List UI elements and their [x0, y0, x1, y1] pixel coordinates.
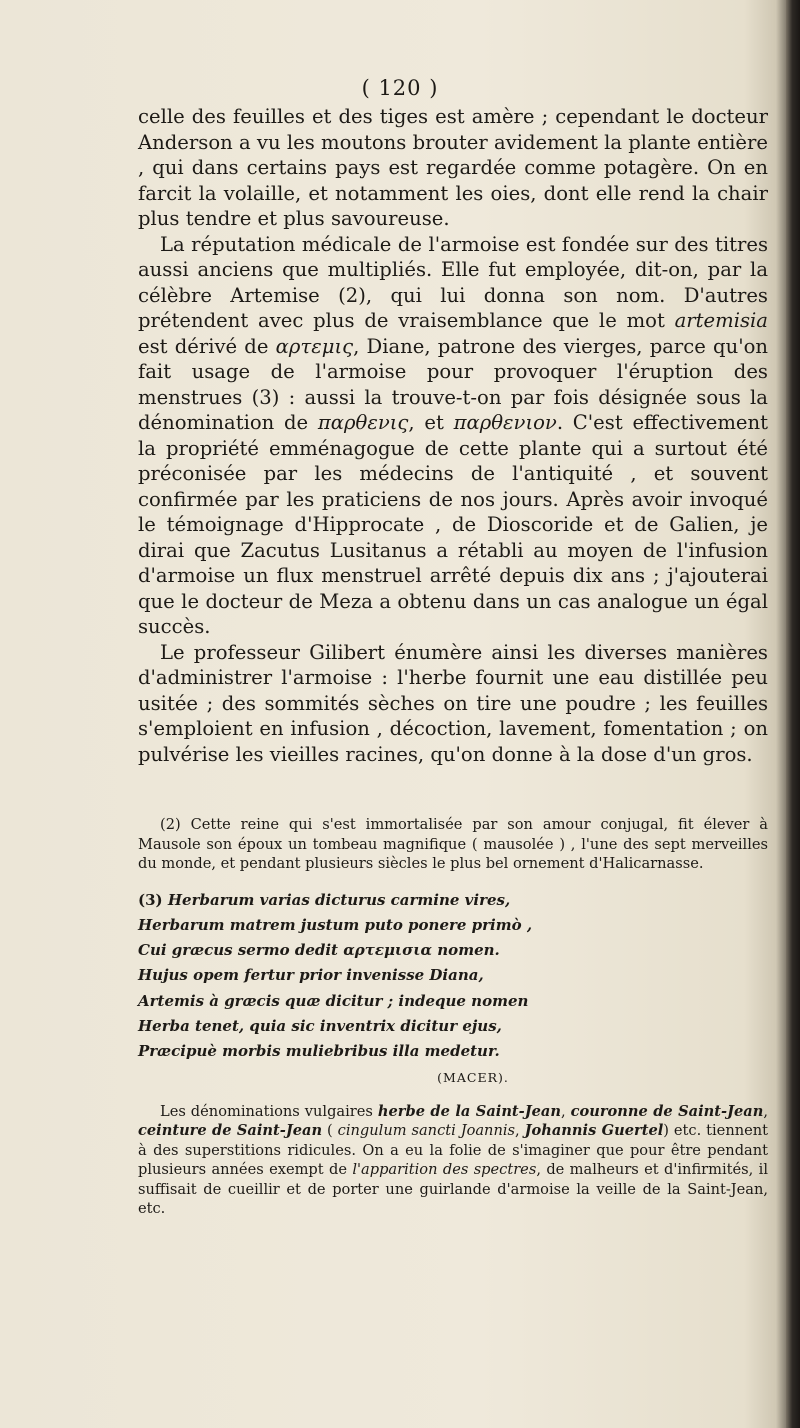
term-couronne-saint-jean: couronne de Saint-Jean [570, 1102, 764, 1120]
paragraph-2 [138, 232, 768, 640]
main-text [138, 104, 768, 767]
greek-term-parthenis: παρθενις [317, 411, 409, 434]
paragraph-2-part-3: , Diane, patrone des vierges, parce qu'on fait usage de l'armoise pour provoquer l'éruption des menstrues (3) : aussi la trouve-t-on par fois désignée sous la dénomination de [138, 334, 768, 434]
term-ceinture-saint-jean: ceinture de Saint-Jean [138, 1122, 323, 1140]
term-cingulum: cingulum sancti Joannis [337, 1122, 516, 1140]
greek-term-artemisia: αρτεμισια [343, 941, 433, 960]
paragraph-2-part-4: , et [408, 411, 444, 434]
verse-line-5: Artemis à græcis quæ dicitur ; indeque nomen [138, 991, 529, 1010]
term-johannis-guertel: Johannis Guertel [524, 1122, 664, 1140]
greek-term-artemis: αρτεμις [275, 334, 354, 358]
paragraph-2-part-5: . C'est effectivement la propriété emménagogue de cette plante qui a surtout été préconisée par les médecins de l'antiquité , et souvent confirmée par les praticiens de nos jours. Après avoir invoqué le témoignage d'Hipprocate , de Dioscoride et de Galien, je dirai que Zacutus Lusitanus a rétabli au moyen de l'infusion d'armoise un flux menstruel arrêté depuis dix ans ; j'ajouterai que le docteur de Meza a obtenu dans un cas analogue un égal succès. [138, 411, 769, 638]
footnote-final: Les dénominations vulgaires herbe de la Saint-Jean, couronne de Saint-Jean, ceinture de Saint-Jean ( cingulum sancti Joannis, Johannis Guertel) etc. tiennent à des superstitions ridicules. On a eu la folie de s'imaginer que pour être pendant plusieurs années exempt de l'apparition des spectres, de malheurs et d'infirmités, il suffisait de cueillir et de porter une guirlande d'armoise la veille de la Saint-Jean, etc. [138, 1102, 769, 1218]
greek-term-parthenion: παρθενιον [453, 411, 557, 434]
verse-line-6: Herba tenet, quia sic inventrix dicitur ejus, [138, 1016, 502, 1035]
verse-line-1: (3) Herbarum varias dicturus carmine vires, [138, 890, 511, 909]
footnotes [138, 815, 768, 1233]
paragraph-3: Le professeur Gilibert énumère ainsi les diverses manières d'administrer l'armoise : l'herbe fournit une eau distillée peu usitée ; des sommités sèches on tire une poudre ; les feuilles s'emploient en infusion , décoction, lavement, fomentation ; on pulvérise les vieilles racines, qu'on donne à la dose d'un gros. [138, 640, 768, 766]
footnote-3-label: (3) [138, 890, 163, 909]
latin-term-artemisia: artemisia [674, 309, 768, 332]
verse-line-3: Cui græcus sermo dedit αρτεμισια nomen. [138, 941, 500, 960]
paragraph-2-part-1: La réputation médicale de l'armoise est fondée sur des titres aussi anciens que multipliés. Elle fut employée, dit-on, par la célèbre Artemise (2), qui lui donna son nom. D'autres prétendent avec plus de vraisemblance que le mot [138, 232, 768, 332]
book-spine-shadow [786, 0, 800, 1428]
paragraph-1: celle des feuilles et des tiges est amère ; cependant le docteur Anderson a vu les moutons brouter avidement la plante entière , qui dans certains pays est regardée comme potagère. On en farcit la volaille, et notamment les oies, dont elle rend la chair plus tendre et plus savoureuse. [138, 105, 768, 230]
verse-source: (MACER). [437, 1069, 509, 1085]
verse-line-7: Præcipuè morbis muliebribus illa medetur. [138, 1042, 500, 1061]
footnote-3-verse [138, 888, 768, 1065]
page-number: ( 120 ) [361, 76, 439, 100]
paragraph-2-part-2: est dérivé de [138, 334, 269, 358]
footnote-3 [138, 888, 768, 1090]
verse-line-2: Herbarum matrem justum puto ponere primò , [138, 915, 533, 934]
footnote-2: (2) Cette reine qui s'est immortalisée par son amour conjugal, fit élever à Mausole son époux un tombeau magnifique ( mausolée ) , l'une des sept merveilles du monde, et pendant plusieurs siècles le plus bel ornement d'Halicarnasse. [138, 816, 768, 872]
term-apparition-spectres: l'apparition des spectres [352, 1161, 537, 1179]
verse-line-4: Hujus opem fertur prior invenisse Diana, [138, 966, 484, 985]
term-herbe-saint-jean: herbe de la Saint-Jean [377, 1102, 561, 1120]
